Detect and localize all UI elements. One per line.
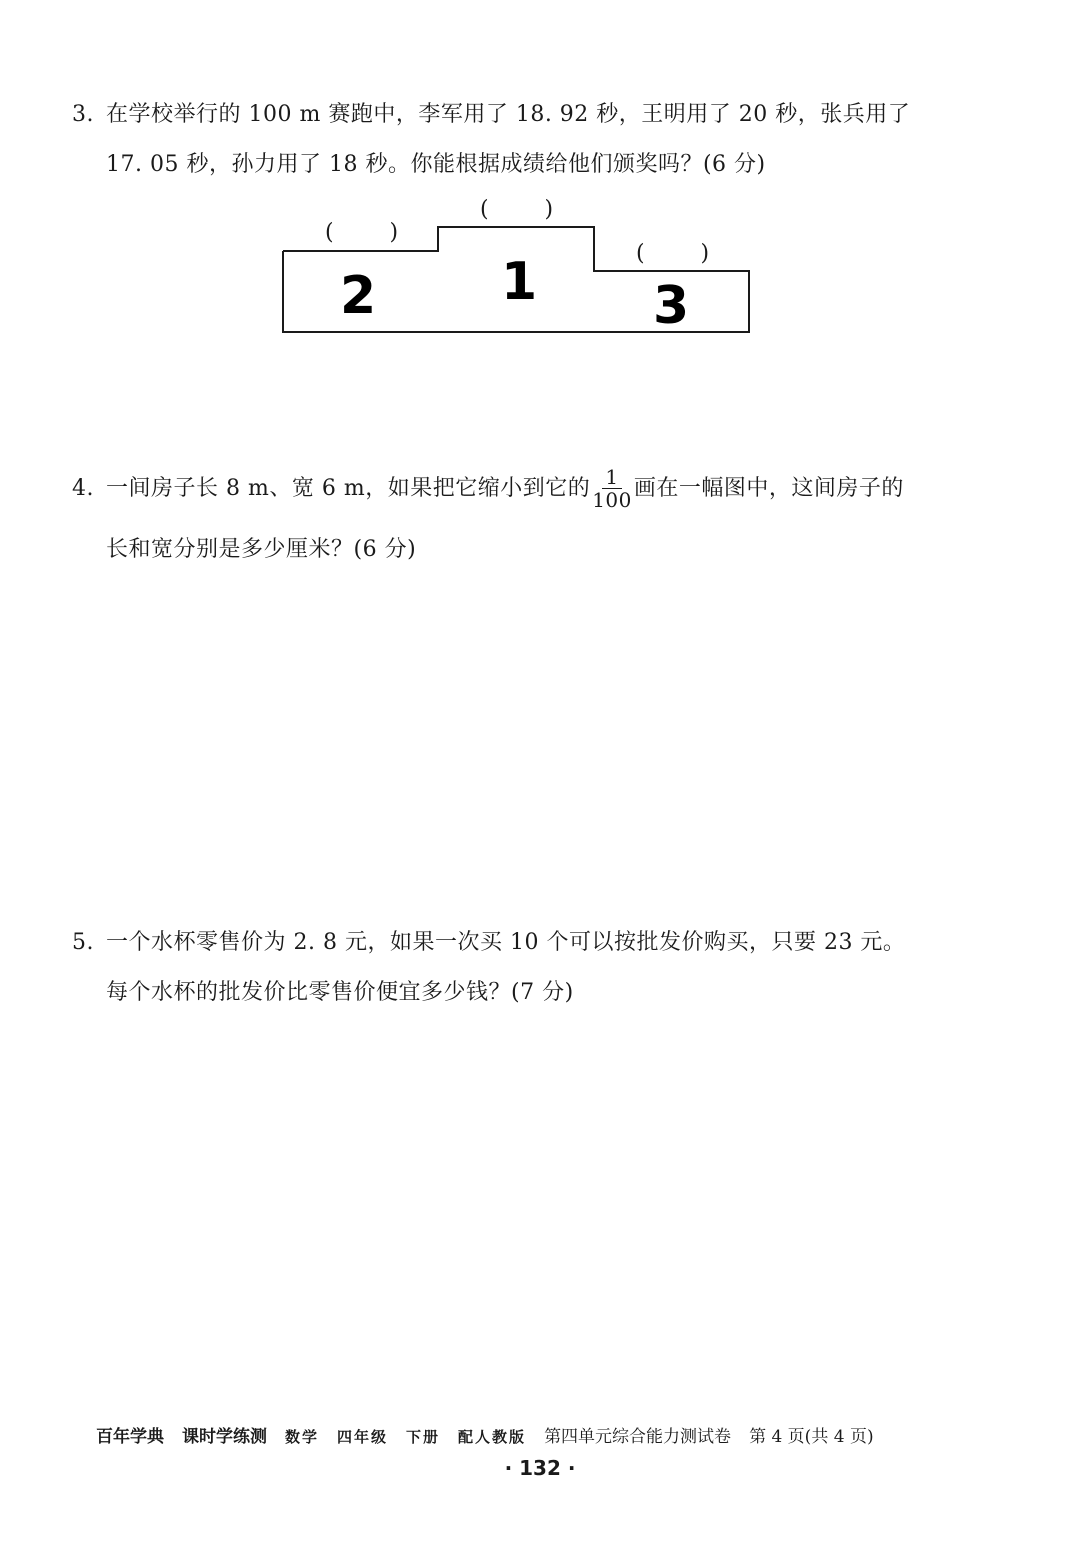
q3-text-line1: 在学校举行的 100 m 赛跑中，李军用了 18. 92 秒，王明用了 20 秒，张兵用了 — [106, 102, 911, 127]
footer — [96, 1422, 874, 1447]
footer-volume: 下册 — [406, 1428, 441, 1446]
q4-fraction-denominator: 100 — [592, 488, 632, 512]
q3-number: 3. — [72, 102, 94, 127]
q5-number: 5. — [72, 930, 94, 955]
q4-text-before: 一间房子长 8 m、宽 6 m，如果把它缩小到它的 — [106, 475, 591, 501]
q4-number: 4. — [72, 475, 94, 501]
podium-third-place: 3 — [653, 276, 690, 336]
q4-fraction-numerator: 1 — [602, 466, 621, 489]
podium-blank-third: ( ) — [636, 241, 710, 266]
footer-brand-keshi: 课时学练测 — [182, 1427, 267, 1447]
footer-test-name: 第四单元综合能力测试卷 — [544, 1427, 732, 1447]
q5-text-line1: 一个水杯零售价为 2. 8 元，如果一次买 10 个可以按批发价购买，只要 23 元。 — [106, 930, 906, 955]
footer-page-info: 第 4 页(共 4 页) — [749, 1427, 874, 1447]
footer-brand-bainian: 百年学典 — [96, 1427, 164, 1447]
q3-text-line2: 17. 05 秒，孙力用了 18 秒。你能根据成绩给他们颁奖吗？(6 分) — [106, 152, 766, 177]
q5-line1 — [72, 928, 905, 958]
q4-text-line2: 长和宽分别是多少厘米？(6 分) — [106, 537, 417, 562]
q5-text-line2: 每个水杯的批发价比零售价便宜多少钱？(7 分) — [106, 980, 574, 1005]
podium-blank-second: ( ) — [325, 220, 399, 245]
q3-line1 — [72, 100, 910, 130]
q4-text-after: 画在一幅图中，这间房子的 — [633, 475, 904, 501]
page-number: · 132 · — [504, 1456, 576, 1480]
q4-fraction — [592, 466, 632, 511]
podium-first-place: 1 — [501, 252, 538, 312]
podium-second-place: 2 — [340, 266, 377, 326]
footer-edition: 配人教版 — [458, 1428, 527, 1446]
footer-grade: 四年级 — [337, 1428, 389, 1446]
q4-line1 — [72, 466, 904, 511]
podium-blank-first: ( ) — [480, 197, 554, 222]
footer-subject: 数学 — [285, 1428, 320, 1446]
